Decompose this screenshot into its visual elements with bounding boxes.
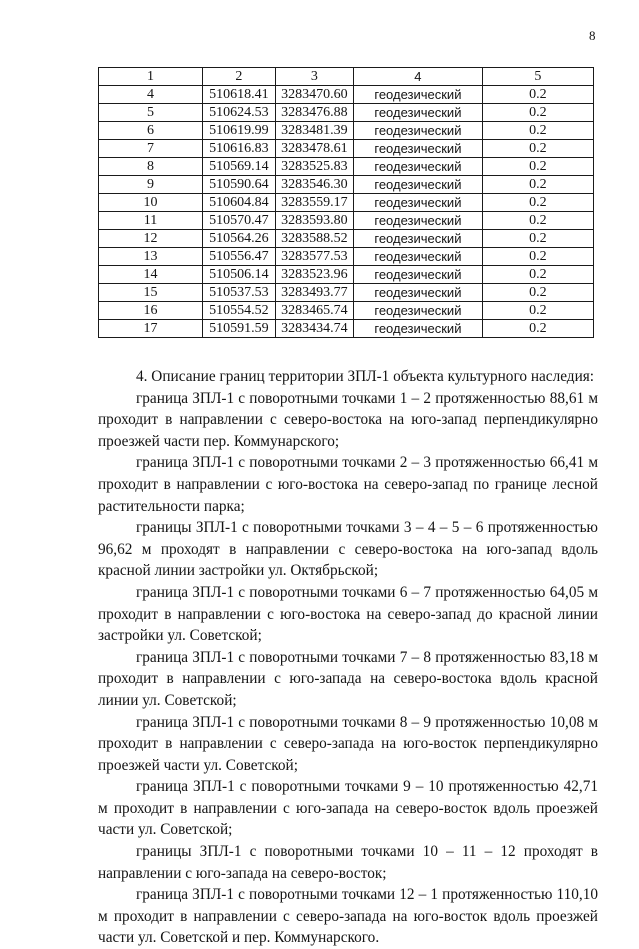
table-cell: 14 <box>99 266 203 284</box>
table-row <box>99 248 594 266</box>
table-cell: 10 <box>99 194 203 212</box>
section-text <box>98 366 598 949</box>
column-header: 3 <box>275 68 354 86</box>
table-cell: 3283434.74 <box>275 320 354 338</box>
section-heading: 4. Описание границ территории ЗПЛ-1 объекта культурного наследия: <box>136 368 595 385</box>
table-cell: геодезический <box>354 104 483 122</box>
table-cell: 0.2 <box>482 104 593 122</box>
table-row <box>99 176 594 194</box>
table-cell: 510570.47 <box>203 212 275 230</box>
table-cell: геодезический <box>354 176 483 194</box>
table-cell: 0.2 <box>482 266 593 284</box>
table-cell: 0.2 <box>482 86 593 104</box>
table-cell: 510537.53 <box>203 284 275 302</box>
table-cell: 3283525.83 <box>275 158 354 176</box>
table-cell: 0.2 <box>482 230 593 248</box>
table-cell: 3283476.88 <box>275 104 354 122</box>
table-cell: 3283559.17 <box>275 194 354 212</box>
table-cell: 510569.14 <box>203 158 275 176</box>
table-cell: 0.2 <box>482 158 593 176</box>
table-cell: геодезический <box>354 158 483 176</box>
table-cell: 510619.99 <box>203 122 275 140</box>
table-cell: геодезический <box>354 140 483 158</box>
table-cell: геодезический <box>354 284 483 302</box>
table-cell: 13 <box>99 248 203 266</box>
table-cell: 15 <box>99 284 203 302</box>
column-header: 2 <box>203 68 275 86</box>
table-cell: 0.2 <box>482 212 593 230</box>
table-cell: 510618.41 <box>203 86 275 104</box>
table-cell: 5 <box>99 104 203 122</box>
table-cell: 12 <box>99 230 203 248</box>
table-cell: 7 <box>99 140 203 158</box>
table-cell: 510624.53 <box>203 104 275 122</box>
coordinates-table <box>98 67 594 338</box>
table-cell: 17 <box>99 320 203 338</box>
table-cell: геодезический <box>354 212 483 230</box>
boundary-paragraph: граница ЗПЛ-1 с поворотными точками 9 – 10 протяженностью 42,71 м проходит в направлении с юго-запада на северо-восток вдоль проезжей части ул. Советской; <box>98 778 598 839</box>
table-cell: 0.2 <box>482 284 593 302</box>
table-cell: 3283577.53 <box>275 248 354 266</box>
boundary-paragraph: граница ЗПЛ-1 с поворотными точками 7 – 8 протяженностью 83,18 м проходит в направлении с юго-запада на северо-востока вдоль красной линии ул. Советской; <box>98 648 598 709</box>
boundary-paragraph: граница ЗПЛ-1 с поворотными точками 8 – 9 протяженностью 10,08 м проходит в направлении с северо-запада на юго-восток перпендикулярно проезжей части ул. Советской; <box>98 713 598 774</box>
table-cell: 3283465.74 <box>275 302 354 320</box>
table-cell: 510506.14 <box>203 266 275 284</box>
table-cell: геодезический <box>354 122 483 140</box>
boundary-paragraph: граница ЗПЛ-1 с поворотными точками 2 – 3 протяженностью 66,41 м проходит в направлении с юго-востока на северо-запад по границе лесной растительности парка; <box>98 454 598 515</box>
table-cell: 3283588.52 <box>275 230 354 248</box>
table-header-row <box>99 68 594 86</box>
table-row <box>99 284 594 302</box>
table-row <box>99 194 594 212</box>
page-number: 8 <box>589 28 596 43</box>
table-cell: геодезический <box>354 320 483 338</box>
boundary-paragraph: граница ЗПЛ-1 с поворотными точками 6 – 7 протяженностью 64,05 м проходит в направлении с юго-востока на северо-запад до красной линии застройки ул. Советской; <box>98 583 598 645</box>
table-row <box>99 158 594 176</box>
table-cell: 510556.47 <box>203 248 275 266</box>
table-cell: 0.2 <box>482 320 593 338</box>
table-row <box>99 266 594 284</box>
table-cell: 0.2 <box>482 122 593 140</box>
table-cell: 0.2 <box>482 194 593 212</box>
table-cell: 4 <box>99 86 203 104</box>
table-cell: 3283493.77 <box>275 284 354 302</box>
table-cell: 3283481.39 <box>275 122 354 140</box>
table-row <box>99 140 594 158</box>
table-cell: геодезический <box>354 248 483 266</box>
table-cell: 16 <box>99 302 203 320</box>
table-row <box>99 230 594 248</box>
table-cell: 0.2 <box>482 302 593 320</box>
table-cell: 510591.59 <box>203 320 275 338</box>
table-cell: геодезический <box>354 266 483 284</box>
column-header: 1 <box>99 68 203 86</box>
table-row <box>99 86 594 104</box>
table-cell: 3283546.30 <box>275 176 354 194</box>
table-cell: 0.2 <box>482 140 593 158</box>
table-cell: 0.2 <box>482 176 593 194</box>
table-row <box>99 302 594 320</box>
table-cell: 9 <box>99 176 203 194</box>
table-row <box>99 320 594 338</box>
table-cell: 510564.26 <box>203 230 275 248</box>
table-row <box>99 122 594 140</box>
boundary-paragraph: границы ЗПЛ-1 с поворотными точками 10 – 11 – 12 проходят в направлении с юго-запада на северо-восток; <box>98 843 598 882</box>
boundary-paragraph: граница ЗПЛ-1 с поворотными точками 12 – 1 протяженностью 110,10 м проходит в направлении с северо-запада на юго-восток вдоль проезжей части ул. Советской и пер. Коммунарского. <box>98 886 598 947</box>
table-cell: 3283593.80 <box>275 212 354 230</box>
table-cell: 510554.52 <box>203 302 275 320</box>
table-cell: геодезический <box>354 194 483 212</box>
table-cell: 3283523.96 <box>275 266 354 284</box>
table-cell: 0.2 <box>482 248 593 266</box>
boundary-paragraph: границы ЗПЛ-1 с поворотными точками 3 – 4 – 5 – 6 протяженностью 96,62 м проходят в направлении с северо-востока на юго-запад вдоль красной линии застройки ул. Октябрьской; <box>98 519 598 580</box>
table-row <box>99 212 594 230</box>
table-cell: 510590.64 <box>203 176 275 194</box>
table-cell: 6 <box>99 122 203 140</box>
table-row <box>99 104 594 122</box>
table-cell: геодезический <box>354 230 483 248</box>
table-cell: 3283478.61 <box>275 140 354 158</box>
table-cell: геодезический <box>354 86 483 104</box>
coordinates-table-body <box>99 68 594 338</box>
section-paragraphs <box>98 388 598 949</box>
table-cell: геодезический <box>354 302 483 320</box>
table-cell: 510616.83 <box>203 140 275 158</box>
column-header: 5 <box>482 68 593 86</box>
table-cell: 510604.84 <box>203 194 275 212</box>
table-cell: 8 <box>99 158 203 176</box>
table-cell: 3283470.60 <box>275 86 354 104</box>
column-header: 4 <box>354 68 483 86</box>
boundary-paragraph: граница ЗПЛ-1 с поворотными точками 1 – 2 протяженностью 88,61 м проходит в направлении с северо-востока на юго-запад перпендикулярно проезжей части пер. Коммунарского; <box>98 389 598 450</box>
table-cell: 11 <box>99 212 203 230</box>
